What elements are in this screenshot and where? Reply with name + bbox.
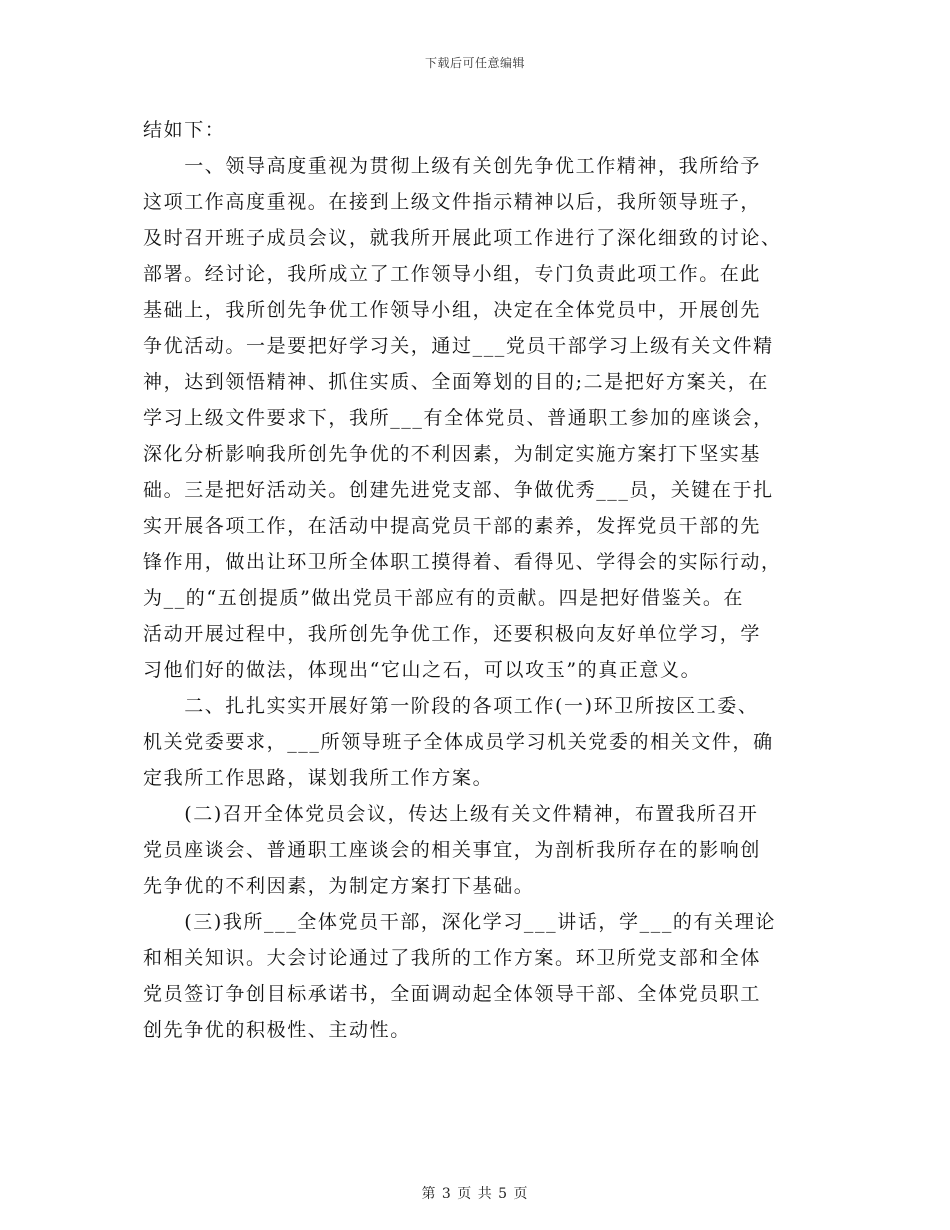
body-line: 党员签订争创目标承诺书，全面调动起全体领导干部、全体党员职工 (143, 983, 762, 1005)
body-line: 党员座谈会、普通职工座谈会的相关事宜，为剖析我所存在的影响创 (143, 839, 762, 861)
body-line: 创先争优的积极性、主动性。 (143, 1019, 411, 1041)
body-line: 争优活动。一是要把好学习关，通过___党员干部学习上级有关文件精 (143, 335, 774, 357)
body-line: (三)我所___全体党员干部，深化学习___讲话，学___的有关理论 (143, 911, 776, 933)
body-line: 机关党委要求，___所领导班子全体成员学习机关党委的相关文件，确 (143, 731, 774, 753)
document-body (143, 112, 807, 1048)
body-line: 神，达到领悟精神、抓住实质、全面筹划的目的;二是把好方案关，在 (143, 371, 770, 393)
body-line: 深化分析影响我所创先争优的不利因素，为制定实施方案打下坚实基 (143, 443, 762, 465)
body-line: (二)召开全体党员会议，传达上级有关文件精神，布置我所召开 (143, 803, 759, 825)
body-line: 和相关知识。大会讨论通过了我所的工作方案。环卫所党支部和全体 (143, 947, 762, 969)
body-line: 为__的“五创提质”做出党员干部应有的贡献。四是把好借鉴关。在 (143, 587, 745, 609)
body-line: 习他们好的做法，体现出“它山之石，可以攻玉”的真正意义。 (143, 659, 702, 681)
body-line: 一、领导高度重视为贯彻上级有关创先争优工作精神，我所给予 (143, 155, 762, 177)
page-header-note: 下载后可任意编辑 (424, 56, 525, 70)
body-line: 定我所工作思路，谋划我所工作方案。 (143, 767, 494, 789)
body-line: 部署。经讨论，我所成立了工作领导小组，专门负责此项工作。在此 (143, 263, 762, 285)
body-line: 实开展各项工作，在活动中提高党员干部的素养，发挥党员干部的先 (143, 515, 762, 537)
body-line: 锋作用，做出让环卫所全体职工摸得着、看得见、学得会的实际行动， (143, 551, 782, 573)
body-line: 学习上级文件要求下，我所___有全体党员、普通职工参加的座谈会， (143, 407, 774, 429)
body-line: 活动开展过程中，我所创先争优工作，还要积极向友好单位学习，学 (143, 623, 762, 645)
body-line: 先争优的不利因素，为制定方案打下基础。 (143, 875, 535, 897)
body-line: 础。三是把好活动关。创建先进党支部、争做优秀___员，关键在于扎 (143, 479, 774, 501)
page-number: 第 3 页 共 5 页 (421, 1186, 529, 1202)
body-line: 这项工作高度重视。在接到上级文件指示精神以后，我所领导班子， (143, 191, 762, 213)
body-line: 结如下： (143, 119, 226, 141)
body-line: 二、扎扎实实开展好第一阶段的各项工作(一)环卫所按区工委、 (143, 695, 759, 717)
body-line: 基础上，我所创先争优工作领导小组，决定在全体党员中，开展创先 (143, 299, 762, 321)
body-line: 及时召开班子成员会议，就我所开展此项工作进行了深化细致的讨论、 (143, 227, 782, 249)
